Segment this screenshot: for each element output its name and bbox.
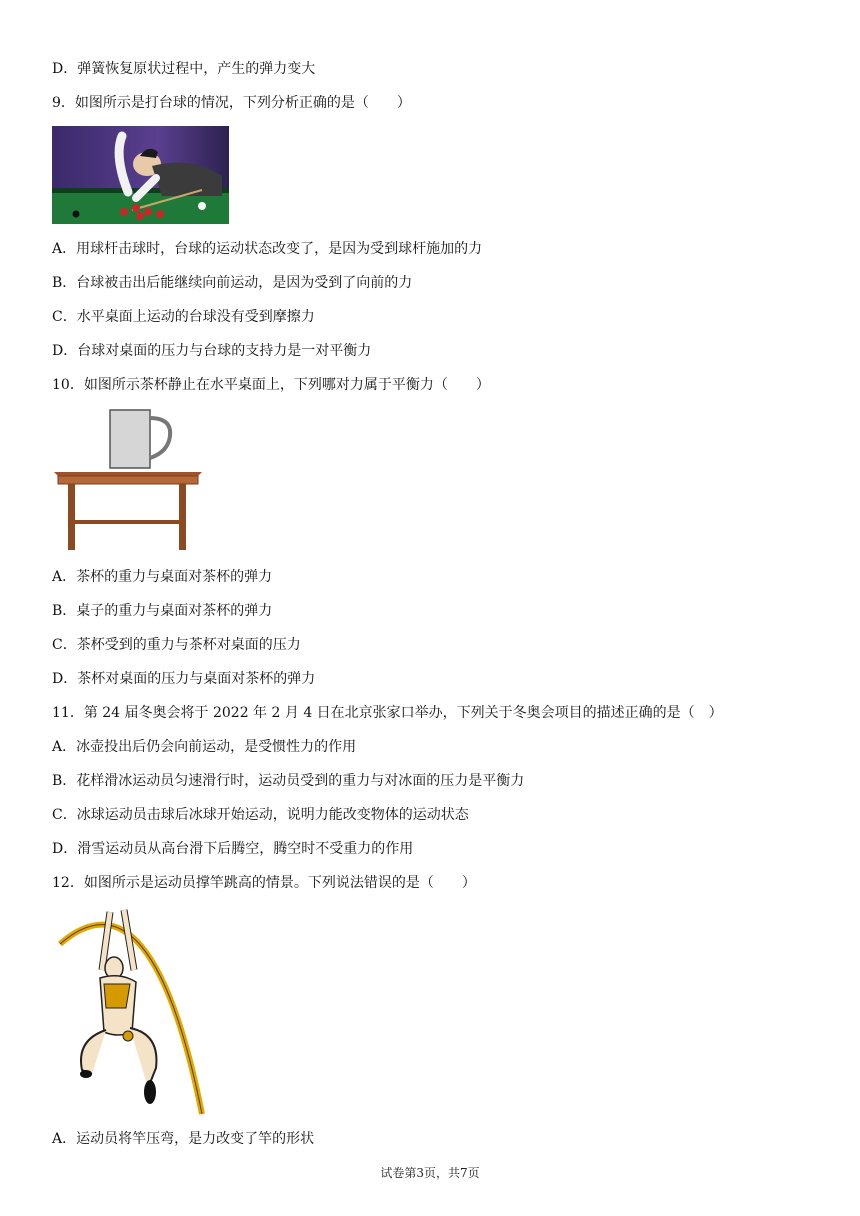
q9-option-c: C．水平桌面上运动的台球没有受到摩擦力 <box>52 309 315 325</box>
q11-stem: 11．第 24 届冬奥会将于 2022 年 2 月 4 日在北京张家口举办，下列关于冬奥会项目的描述正确的是（ ） <box>52 705 723 721</box>
q10-option-c: C．茶杯受到的重力与茶杯对桌面的压力 <box>52 637 301 653</box>
pole-vaulter-figure <box>52 904 210 1116</box>
q12-stem: 12．如图所示是运动员撑竿跳高的情景。下列说法错误的是（ ） <box>52 875 476 891</box>
q11-option-d: D．滑雪运动员从高台滑下后腾空，腾空时不受重力的作用 <box>52 841 414 857</box>
q9-option-b: B．台球被击出后能继续向前运动，是因为受到了向前的力 <box>52 275 413 291</box>
billiards-photo <box>52 126 229 224</box>
page-footer: 试卷第3页，共7页 <box>380 1166 480 1180</box>
q10-option-a: A．茶杯的重力与桌面对茶杯的弹力 <box>52 569 273 585</box>
q10-option-b: B．桌子的重力与桌面对茶杯的弹力 <box>52 603 273 619</box>
q9-option-a: A．用球杆击球时，台球的运动状态改变了，是因为受到球杆施加的力 <box>52 241 483 257</box>
q11-option-b: B．花样滑冰运动员匀速滑行时，运动员受到的重力与对冰面的压力是平衡力 <box>52 773 525 789</box>
q11-option-a: A．冰壶投出后仍会向前运动，是受惯性力的作用 <box>52 739 357 755</box>
q10-stem: 10．如图所示茶杯静止在水平桌面上，下列哪对力属于平衡力（ ） <box>52 377 490 393</box>
q9-option-d: D．台球对桌面的压力与台球的支持力是一对平衡力 <box>52 343 372 359</box>
q12-option-a: A．运动员将竿压弯，是力改变了竿的形状 <box>52 1131 315 1147</box>
q9-stem: 9．如图所示是打台球的情况，下列分析正确的是（ ） <box>52 95 411 111</box>
q8-option-d: D．弹簧恢复原状过程中，产生的弹力变大 <box>52 61 316 77</box>
q10-option-d: D．茶杯对桌面的压力与桌面对茶杯的弹力 <box>52 671 316 687</box>
q11-option-c: C．冰球运动员击球后冰球开始运动，说明力能改变物体的运动状态 <box>52 807 469 823</box>
teacup-on-table-figure <box>52 408 204 552</box>
